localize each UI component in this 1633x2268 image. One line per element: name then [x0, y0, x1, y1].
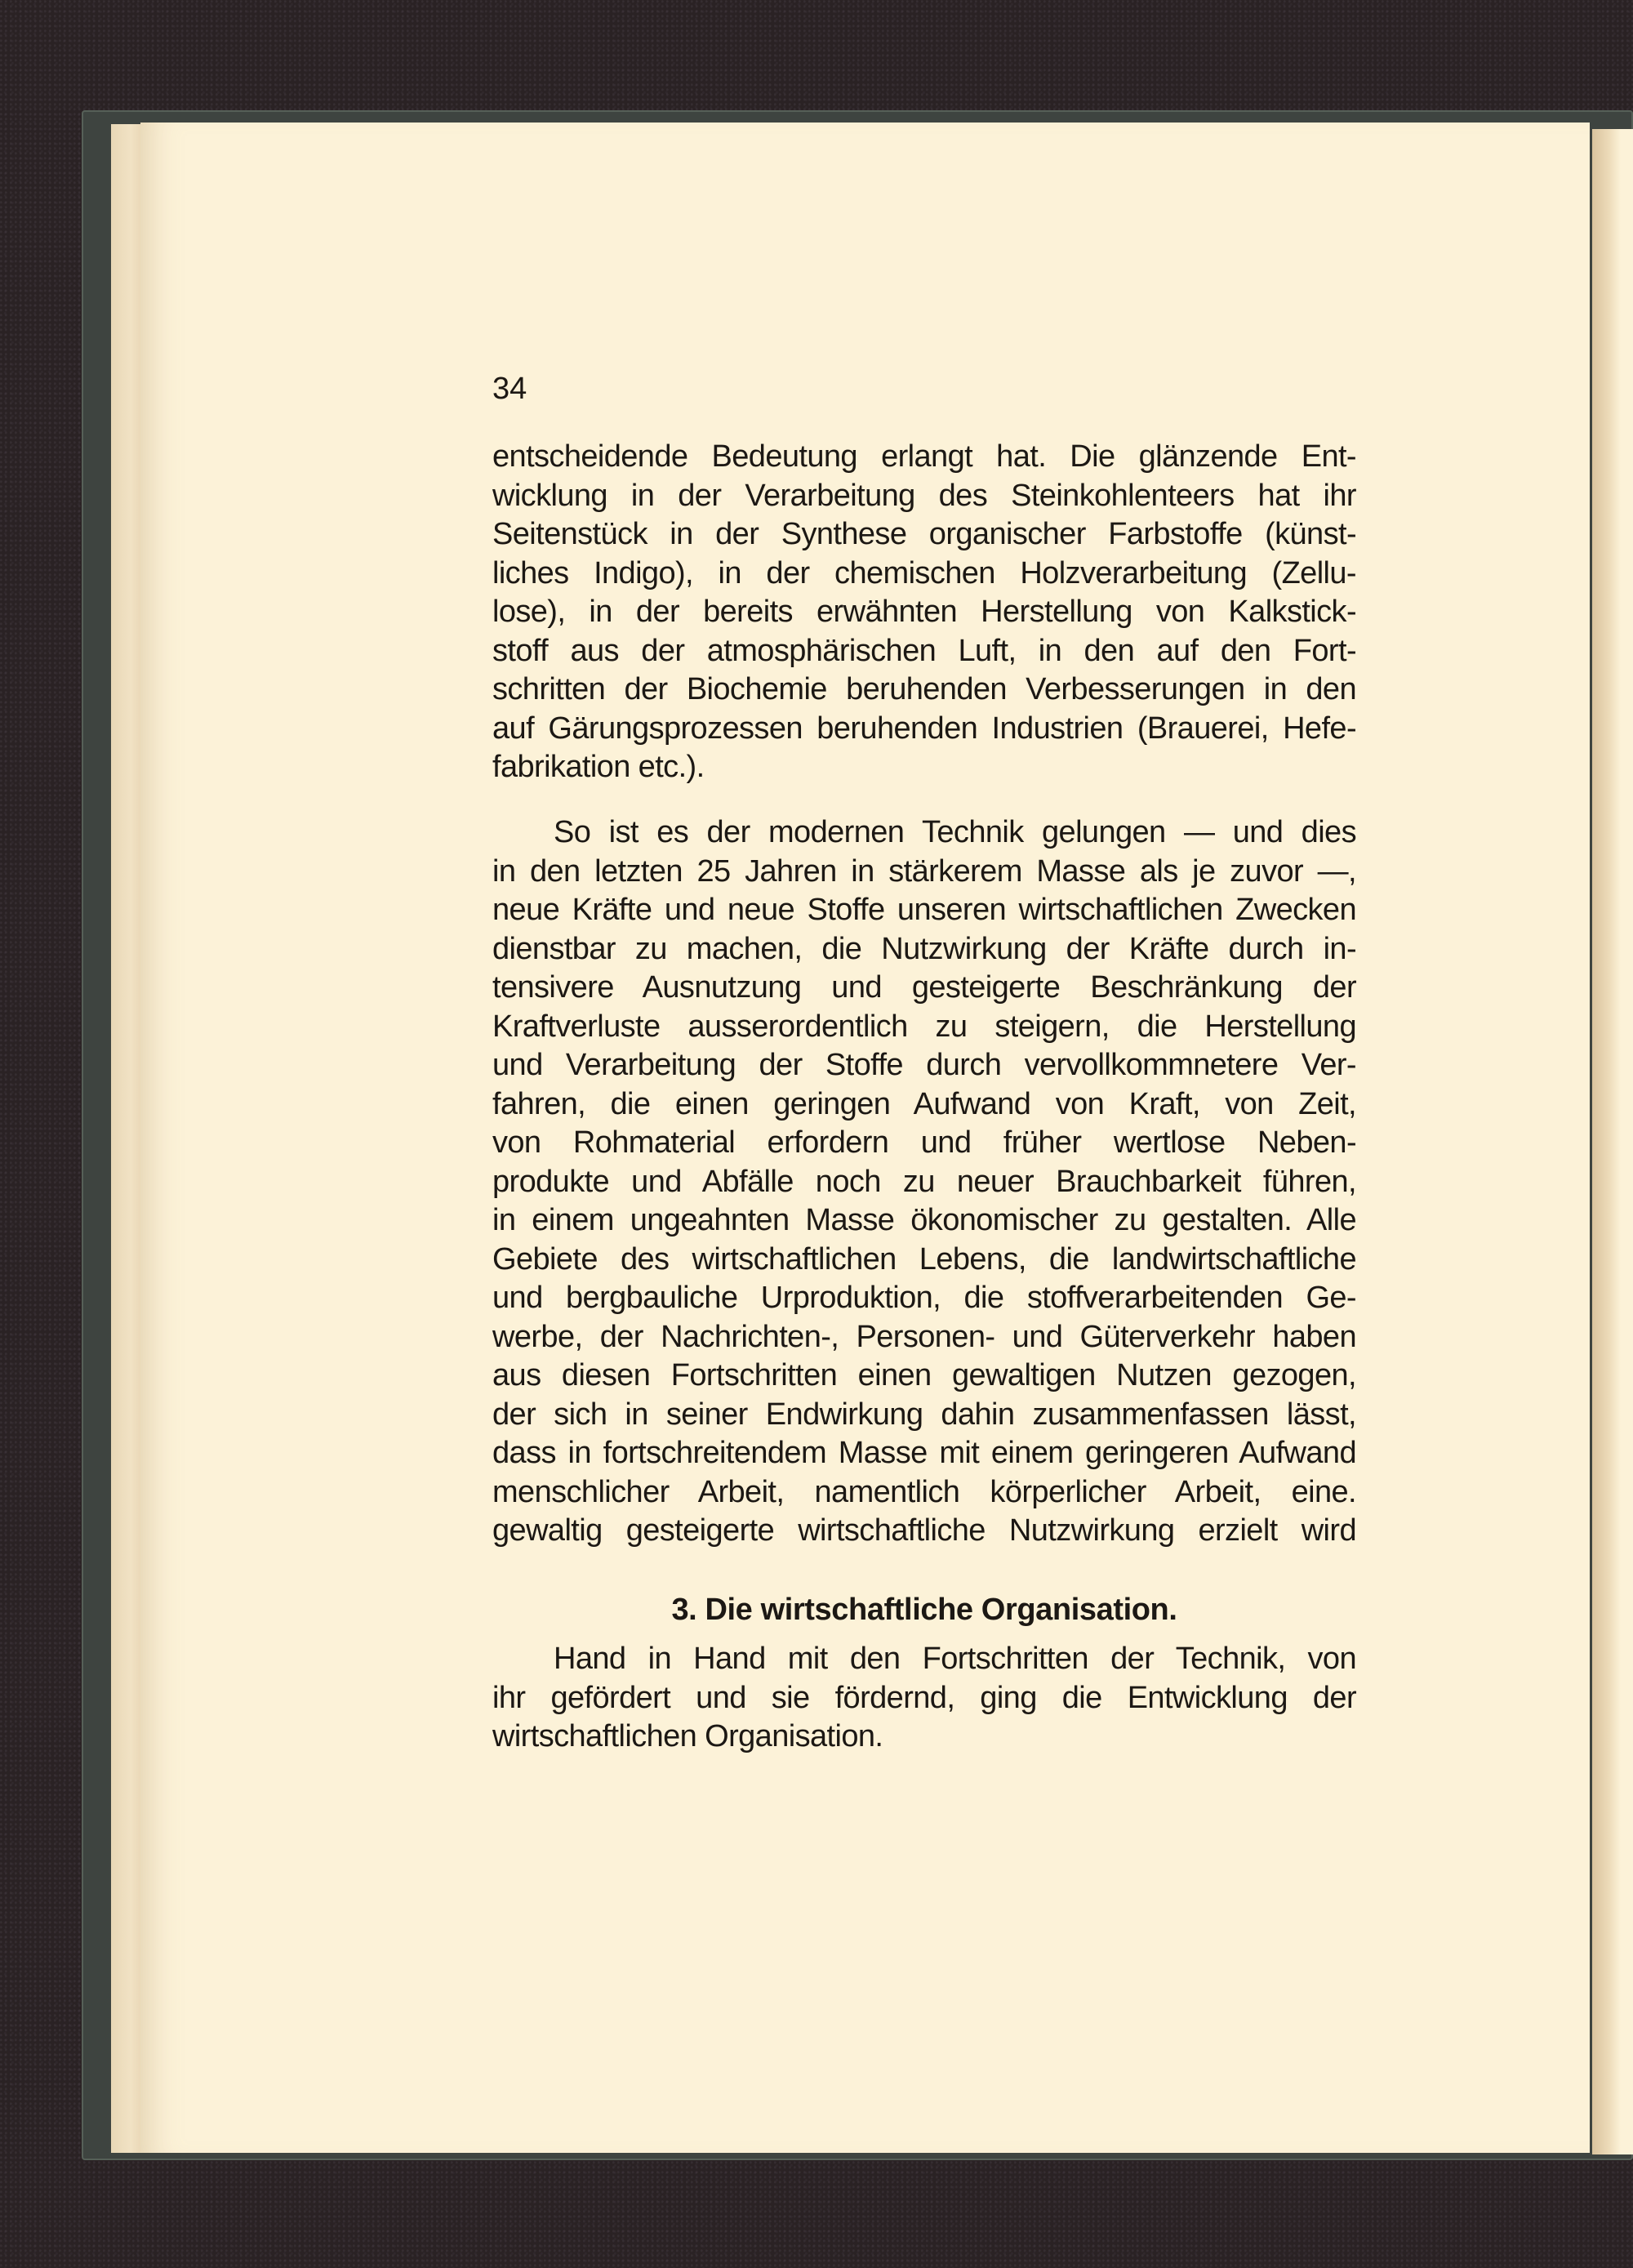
text-line: Hand in Hand mit den Fortschritten der Technik, von: [554, 1642, 1356, 1676]
text-line: stoff aus der atmosphärischen Luft, in den auf den Fort-: [492, 633, 1356, 668]
text-line: gewaltig gesteigerte wirtschaftliche Nutzwirkung erzielt wird: [492, 1513, 1356, 1548]
text-line: von Rohmaterial erfordern und früher wertlose Neben-: [492, 1125, 1356, 1160]
text-line: wirtschaftlichen Organisation.: [492, 1719, 883, 1753]
text-line: tensivere Ausnutzung und gesteigerte Beschränkung der: [492, 970, 1356, 1005]
text-line: dienstbar zu machen, die Nutzwirkung der Kräfte durch in-: [492, 931, 1356, 966]
text-line: Kraftverluste ausserordentlich zu steigern, die Herstellung: [492, 1009, 1356, 1044]
text-line: fahren, die einen geringen Aufwand von Kraft, von Zeit,: [492, 1086, 1356, 1121]
paragraph-2: [492, 813, 1356, 1551]
text-line: werbe, der Nachrichten-, Personen- und Güterverkehr haben: [492, 1319, 1356, 1354]
text-line: wicklung in der Verarbeitung des Steinkohlenteers hat ihr: [492, 478, 1356, 513]
text-line: ihr gefördert und sie fördernd, ging die Entwicklung der: [492, 1680, 1356, 1715]
text-line: lose), in der bereits erwähnten Herstellung von Kalkstick-: [492, 595, 1356, 629]
paragraph-1: [492, 438, 1356, 787]
text-line: auf Gärungsprozessen beruhenden Industrien (Brauerei, Hefe-: [492, 711, 1356, 746]
text-line: und bergbauliche Urproduktion, die stoffverarbeitenden Ge-: [492, 1281, 1356, 1315]
text-line: schritten der Biochemie beruhenden Verbesserungen in den: [492, 672, 1356, 706]
text-line: So ist es der modernen Technik gelungen — und dies: [554, 815, 1356, 849]
text-line: dass in fortschreitendem Masse mit einem geringeren Aufwand: [492, 1436, 1356, 1470]
text-line: entscheidende Bedeutung erlangt hat. Die glänzende Ent-: [492, 439, 1356, 474]
text-line: in einem ungeahnten Masse ökonomischer zu gestalten. Alle: [492, 1203, 1356, 1237]
text-line: der sich in seiner Endwirkung dahin zusammenfassen lässt,: [492, 1397, 1356, 1432]
text-line: in den letzten 25 Jahren in stärkerem Masse als je zuvor —,: [492, 853, 1356, 889]
text-line: menschlicher Arbeit, namentlich körperlicher Arbeit, eine.: [492, 1474, 1356, 1509]
section-heading: 3. Die wirtschaftliche Organisation.: [671, 1593, 1177, 1627]
text-line: Gebiete des wirtschaftlichen Lebens, die landwirtschaftliche: [492, 1241, 1356, 1277]
text-line: liches Indigo), in der chemischen Holzverarbeitung (Zellu-: [492, 555, 1356, 590]
page-number: 34: [492, 372, 527, 406]
paragraph-3: [492, 1640, 1356, 1757]
text-line: neue Kräfte und neue Stoffe unseren wirtschaftlichen Zwecken: [492, 893, 1356, 927]
text-line: aus diesen Fortschritten einen gewaltigen Nutzen gezogen,: [492, 1358, 1356, 1392]
next-page-edge: [1592, 129, 1633, 2154]
text-line: Seitenstück in der Synthese organischer Farbstoffe (künst-: [492, 517, 1356, 551]
text-line: produkte und Abfälle noch zu neuer Brauchbarkeit führen,: [492, 1164, 1356, 1199]
text-line: und Verarbeitung der Stoffe durch vervollkommnetere Ver-: [492, 1048, 1356, 1082]
text-line: fabrikation etc.).: [492, 750, 705, 784]
